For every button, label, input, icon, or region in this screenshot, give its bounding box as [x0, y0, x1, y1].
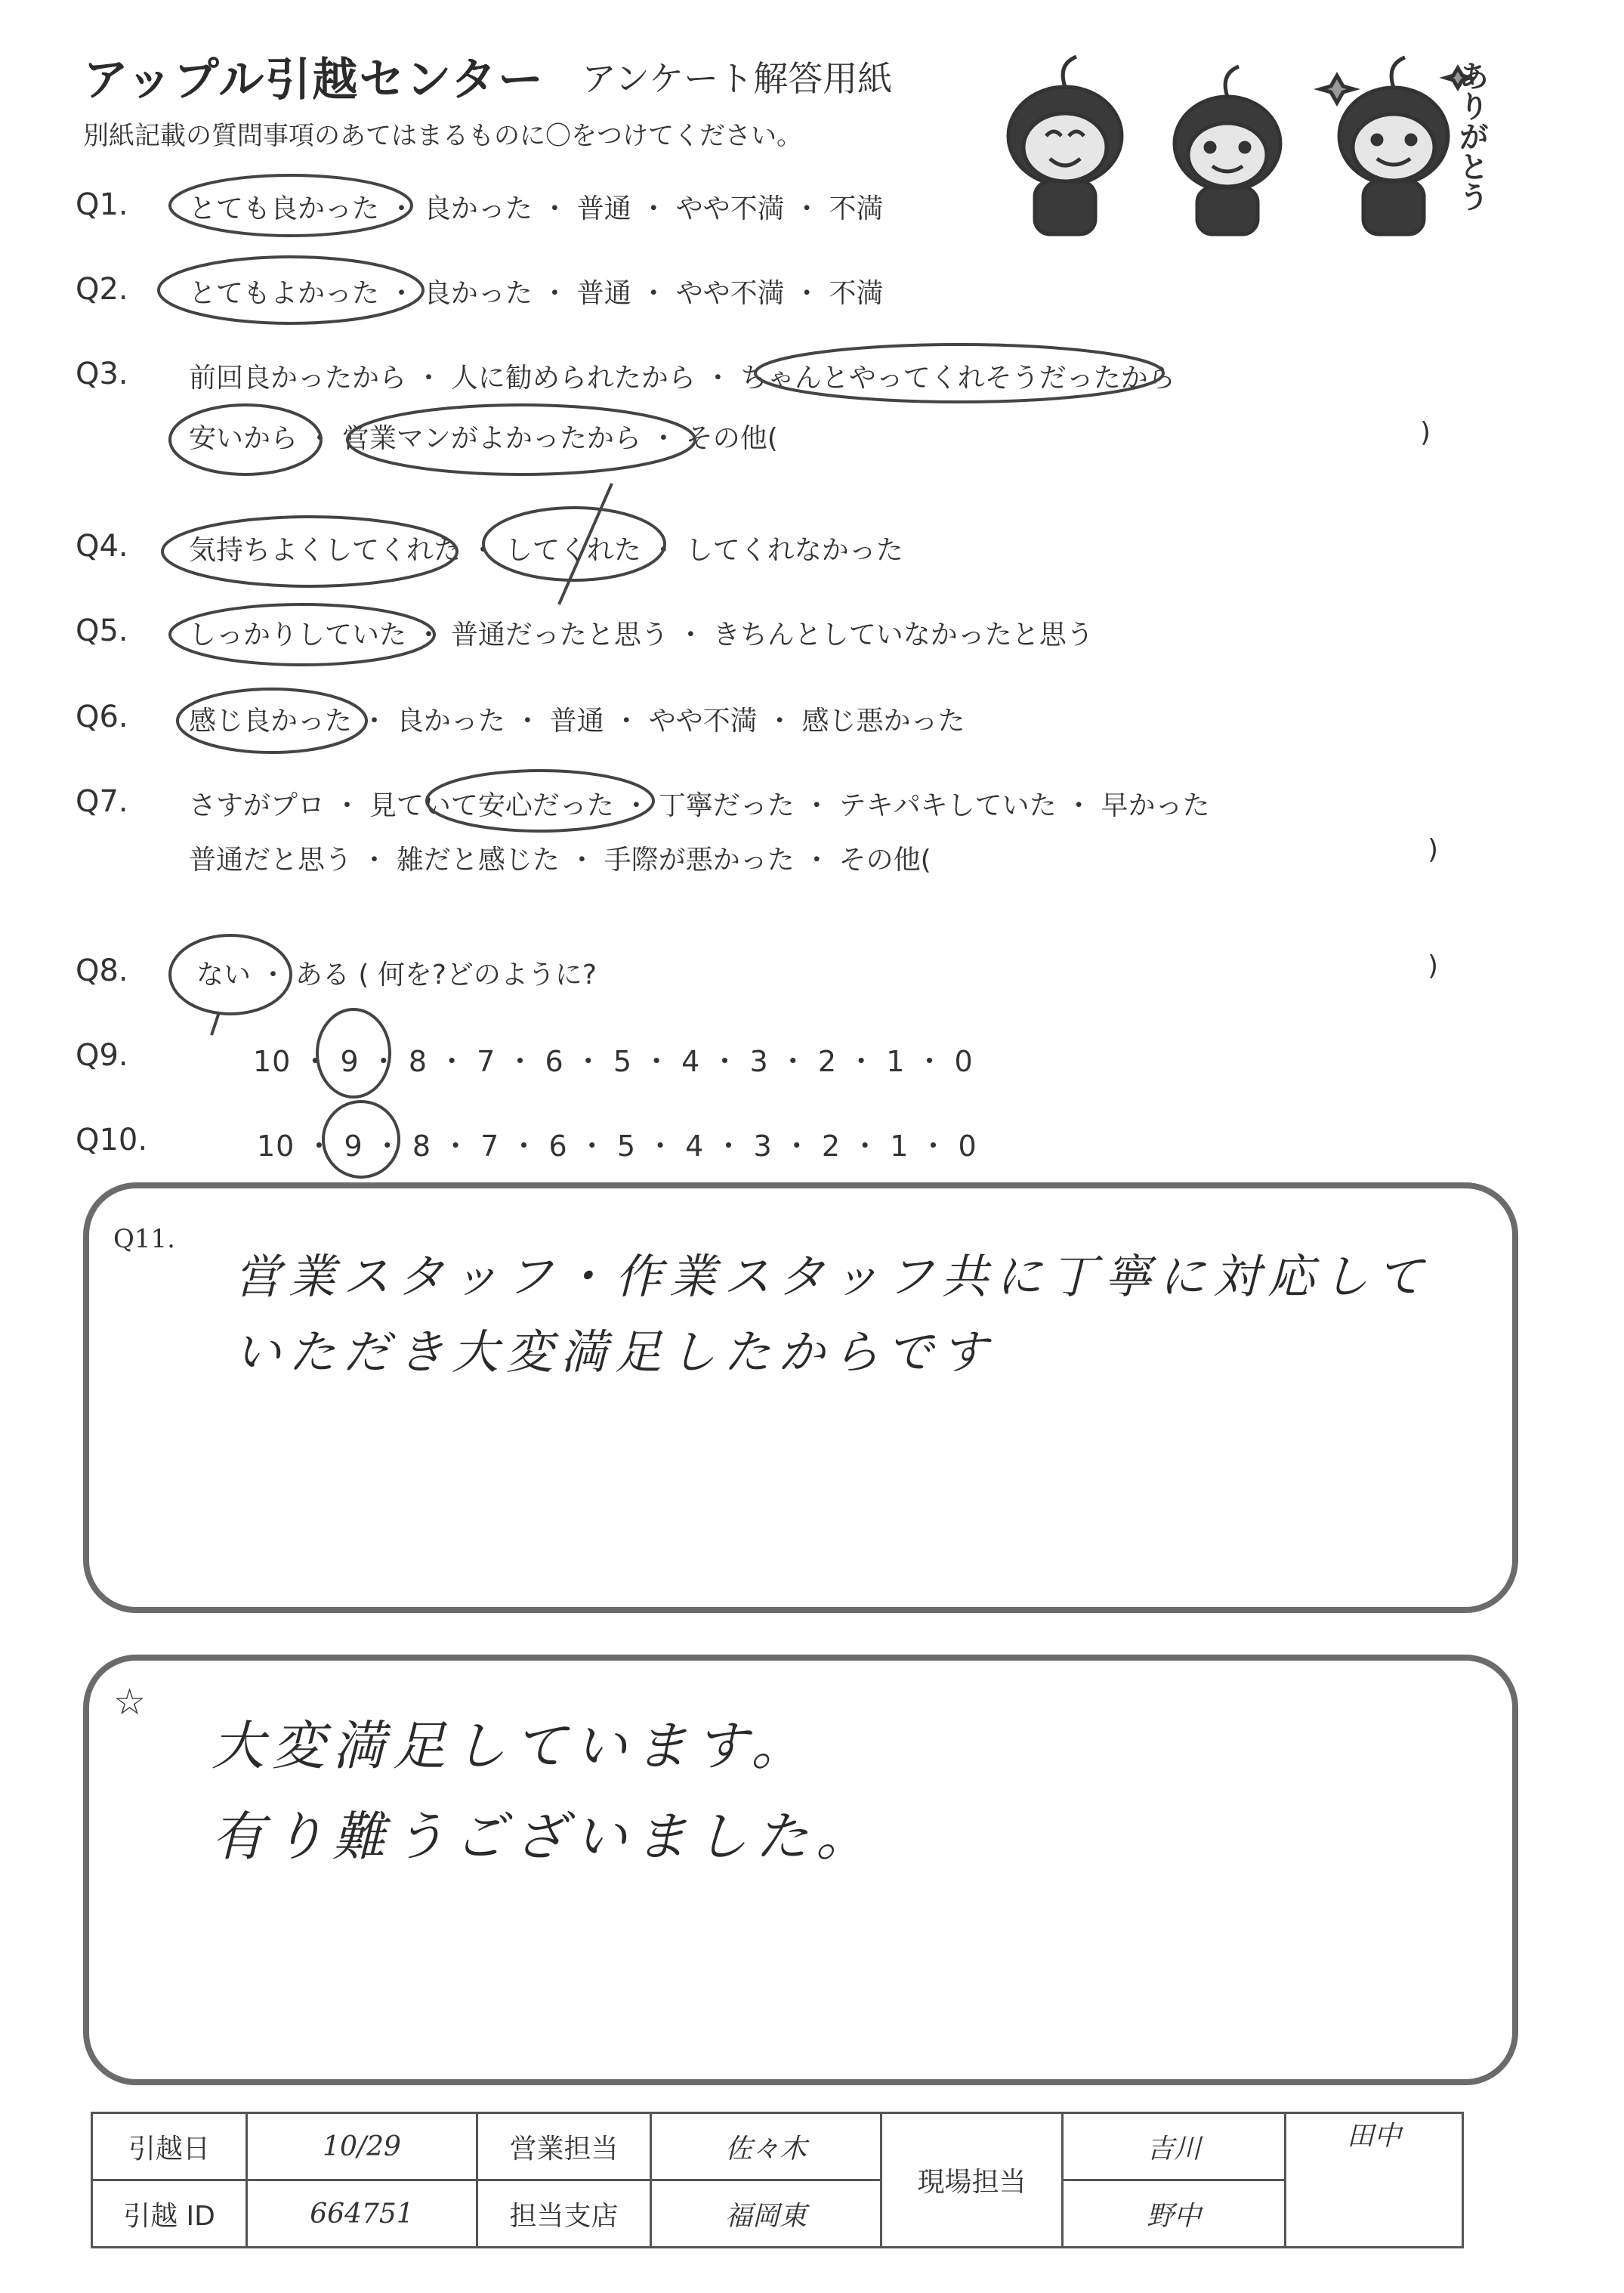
instructions: 別紙記載の質問事項のあてはまるものに〇をつけてください。	[83, 121, 802, 151]
q4-options: 気持ちよくしてくれた ・ してくれた ・ してくれなかった	[189, 535, 903, 566]
move-id-label: 引越 ID	[92, 2180, 247, 2248]
branch-value: 福岡東	[651, 2180, 881, 2248]
q9-label: Q9.	[76, 1038, 128, 1073]
sales-rep-value: 佐々木	[651, 2113, 881, 2180]
move-date-label: 引越日	[92, 2113, 247, 2180]
q2-options: とてもよかった ・ 良かった ・ 普通 ・ やや不満 ・ 不満	[189, 278, 884, 309]
q6-label: Q6.	[76, 700, 128, 734]
comment-line1: 大変満足しています。	[211, 1715, 812, 1777]
site-staff-value-2: 野中	[1063, 2180, 1286, 2248]
q6-options: 感じ良かった ・ 良かった ・ 普通 ・ やや不満 ・ 感じ悪かった	[189, 706, 965, 737]
q4-label: Q4.	[76, 529, 128, 564]
q3-options-line1: 前回良かったから ・ 人に勧められたから ・ ちゃんとやってくれそうだったから	[189, 363, 1175, 394]
site-staff-label: 現場担当	[881, 2113, 1063, 2248]
q7-close-paren: )	[1428, 834, 1439, 865]
q8-close-paren: )	[1428, 950, 1439, 981]
q10-label: Q10.	[76, 1123, 148, 1157]
q3-options-line2: 安いから ・ 営業マンがよかったから ・ その他(	[189, 423, 778, 454]
q11-answer-line1: 営業スタッフ・作業スタッフ共に丁寧に対応して	[234, 1249, 1431, 1304]
footer-info-table	[91, 2112, 1464, 2248]
q3-close-paren: )	[1420, 417, 1431, 448]
move-date-value: 10/29	[247, 2113, 477, 2180]
q7-label: Q7.	[76, 784, 128, 819]
brand-title: アップル引越センター	[83, 54, 545, 107]
move-id-value: 664751	[247, 2180, 477, 2248]
q5-options: しっかりしていた ・ 普通だったと思う ・ きちんとしていなかったと思う	[189, 620, 1094, 651]
q9-scale: 10 ・ 9 ・ 8 ・ 7 ・ 6 ・ 5 ・ 4 ・ 3 ・ 2 ・ 1 ・ 0	[253, 1045, 974, 1078]
q2-label: Q2.	[76, 272, 128, 307]
q7-options-line2: 普通だと思う ・ 雑だと感じた ・ 手際が悪かった ・ その他(	[189, 845, 931, 876]
q11-answer-line2: いただき大変満足したからです	[234, 1324, 996, 1380]
q11-label: Q11.	[113, 1224, 175, 1254]
q1-label: Q1.	[76, 187, 128, 222]
q5-label: Q5.	[76, 613, 128, 648]
q8-label: Q8.	[76, 953, 128, 988]
sales-rep-label: 営業担当	[477, 2113, 651, 2180]
star-icon: ☆	[113, 1681, 147, 1723]
q10-scale: 10 ・ 9 ・ 8 ・ 7 ・ 6 ・ 5 ・ 4 ・ 3 ・ 2 ・ 1 ・ 0	[257, 1130, 977, 1163]
sticker-text: ありがとう	[1454, 60, 1489, 212]
q7-options-line1: さすがプロ ・ 見ていて安心だった ・ 丁寧だった ・ テキパキしていた ・ 早かった	[189, 790, 1210, 821]
q1-options: とても良かった ・ 良かった ・ 普通 ・ やや不満 ・ 不満	[189, 193, 884, 224]
site-staff-value-3: 田中	[1286, 2113, 1463, 2248]
comment-line2: 有り難うございました。	[211, 1806, 876, 1868]
branch-label: 担当支店	[477, 2180, 651, 2248]
q8-options: ない ・ ある ( 何を?どのように?	[196, 960, 597, 990]
q3-label: Q3.	[76, 357, 128, 391]
form-subtitle: アンケート解答用紙	[582, 58, 893, 99]
site-staff-value-1: 吉川	[1063, 2113, 1286, 2180]
